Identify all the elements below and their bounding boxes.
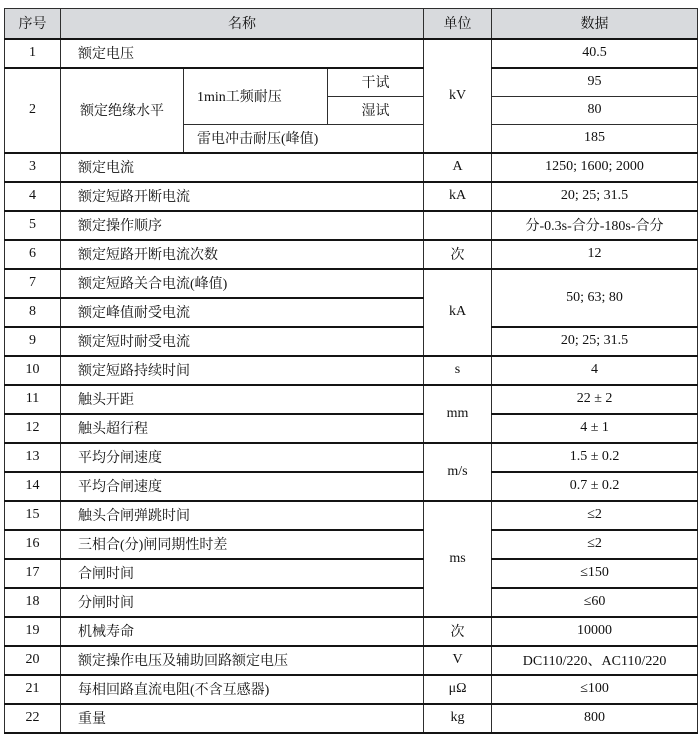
row7-9-unit: kA [424, 269, 492, 356]
row1-2-unit: kV [424, 39, 492, 153]
row2-dry-data: 95 [492, 68, 698, 97]
row15-name: 触头合闸弹跳时间 [61, 501, 424, 530]
row21-no: 21 [5, 675, 61, 704]
row12-name: 触头超行程 [61, 414, 424, 443]
row19-name: 机械寿命 [61, 617, 424, 646]
row6-data: 12 [492, 240, 698, 269]
row3-data: 1250; 1600; 2000 [492, 153, 698, 182]
row11-name: 触头开距 [61, 385, 424, 414]
row11-12-unit: mm [424, 385, 492, 443]
row10-unit: s [424, 356, 492, 385]
row14-data: 0.7 ± 0.2 [492, 472, 698, 501]
table-row [5, 269, 698, 298]
row8-name: 额定峰值耐受电流 [61, 298, 424, 327]
header-unit: 单位 [424, 9, 492, 39]
table-row [5, 530, 698, 559]
row2-impulse-label: 雷电冲击耐压(峰值) [184, 124, 424, 153]
row9-no: 9 [5, 327, 61, 356]
row18-name: 分闸时间 [61, 588, 424, 617]
row22-no: 22 [5, 704, 61, 733]
row22-unit: kg [424, 704, 492, 733]
row14-name: 平均合闸速度 [61, 472, 424, 501]
row3-no: 3 [5, 153, 61, 182]
table-row [5, 414, 698, 443]
table-row [5, 675, 698, 704]
row17-data: ≤150 [492, 559, 698, 588]
header-row [5, 9, 698, 39]
row11-no: 11 [5, 385, 61, 414]
row17-no: 17 [5, 559, 61, 588]
row10-name: 额定短路持续时间 [61, 356, 424, 385]
row16-data: ≤2 [492, 530, 698, 559]
table-row [5, 327, 698, 356]
table-row [5, 646, 698, 675]
row2-dry-label: 干试 [328, 68, 424, 97]
row19-data: 10000 [492, 617, 698, 646]
table-row [5, 443, 698, 472]
row1-no: 1 [5, 39, 61, 68]
row16-no: 16 [5, 530, 61, 559]
row6-unit: 次 [424, 240, 492, 269]
table-row [5, 356, 698, 385]
table-row [5, 153, 698, 182]
row2-name: 额定绝缘水平 [61, 68, 184, 153]
row2-impulse-data: 185 [492, 124, 698, 153]
row4-unit: kA [424, 182, 492, 211]
row10-no: 10 [5, 356, 61, 385]
row13-no: 13 [5, 443, 61, 472]
row11-data: 22 ± 2 [492, 385, 698, 414]
table-row [5, 617, 698, 646]
row7-name: 额定短路关合电流(峰值) [61, 269, 424, 298]
row20-unit: V [424, 646, 492, 675]
row14-no: 14 [5, 472, 61, 501]
row2-wet-label: 湿试 [328, 96, 424, 124]
row19-no: 19 [5, 617, 61, 646]
row22-name: 重量 [61, 704, 424, 733]
table-row [5, 211, 698, 240]
row21-unit: μΩ [424, 675, 492, 704]
row15-data: ≤2 [492, 501, 698, 530]
row16-name: 三相合(分)闸同期性时差 [61, 530, 424, 559]
row13-14-unit: m/s [424, 443, 492, 501]
table-row [5, 39, 698, 68]
row17-name: 合闸时间 [61, 559, 424, 588]
row22-data: 800 [492, 704, 698, 733]
row3-unit: A [424, 153, 492, 182]
row5-unit [424, 211, 492, 240]
row19-unit: 次 [424, 617, 492, 646]
row10-data: 4 [492, 356, 698, 385]
row5-name: 额定操作顺序 [61, 211, 424, 240]
header-name: 名称 [61, 9, 424, 39]
row4-no: 4 [5, 182, 61, 211]
row15-no: 15 [5, 501, 61, 530]
row13-name: 平均分闸速度 [61, 443, 424, 472]
row20-data: DC110/220、AC110/220 [492, 646, 698, 675]
table-row [5, 385, 698, 414]
row3-name: 额定电流 [61, 153, 424, 182]
row7-8-data: 50; 63; 80 [492, 269, 698, 327]
row1-name: 额定电压 [61, 39, 424, 68]
table-row [5, 472, 698, 501]
row20-name: 额定操作电压及辅助回路额定电压 [61, 646, 424, 675]
row7-no: 7 [5, 269, 61, 298]
header-data: 数据 [492, 9, 698, 39]
row21-data: ≤100 [492, 675, 698, 704]
row9-data: 20; 25; 31.5 [492, 327, 698, 356]
row8-no: 8 [5, 298, 61, 327]
table-row [5, 182, 698, 211]
table-row [5, 501, 698, 530]
row13-data: 1.5 ± 0.2 [492, 443, 698, 472]
row9-name: 额定短时耐受电流 [61, 327, 424, 356]
spec-table [4, 8, 698, 734]
row1-data: 40.5 [492, 39, 698, 68]
table-row [5, 704, 698, 733]
row2-freq-label: 1min工频耐压 [184, 68, 328, 125]
table-row [5, 588, 698, 617]
row18-no: 18 [5, 588, 61, 617]
row4-data: 20; 25; 31.5 [492, 182, 698, 211]
row15-18-unit: ms [424, 501, 492, 617]
row12-data: 4 ± 1 [492, 414, 698, 443]
row18-data: ≤60 [492, 588, 698, 617]
row4-name: 额定短路开断电流 [61, 182, 424, 211]
row5-data: 分-0.3s-合分-180s-合分 [492, 211, 698, 240]
row6-name: 额定短路开断电流次数 [61, 240, 424, 269]
row6-no: 6 [5, 240, 61, 269]
row2-no: 2 [5, 68, 61, 153]
row2-wet-data: 80 [492, 96, 698, 124]
row12-no: 12 [5, 414, 61, 443]
table-row [5, 68, 698, 97]
row5-no: 5 [5, 211, 61, 240]
row20-no: 20 [5, 646, 61, 675]
table-row [5, 559, 698, 588]
header-no: 序号 [5, 9, 61, 39]
row21-name: 每相回路直流电阻(不含互感器) [61, 675, 424, 704]
table-row [5, 240, 698, 269]
